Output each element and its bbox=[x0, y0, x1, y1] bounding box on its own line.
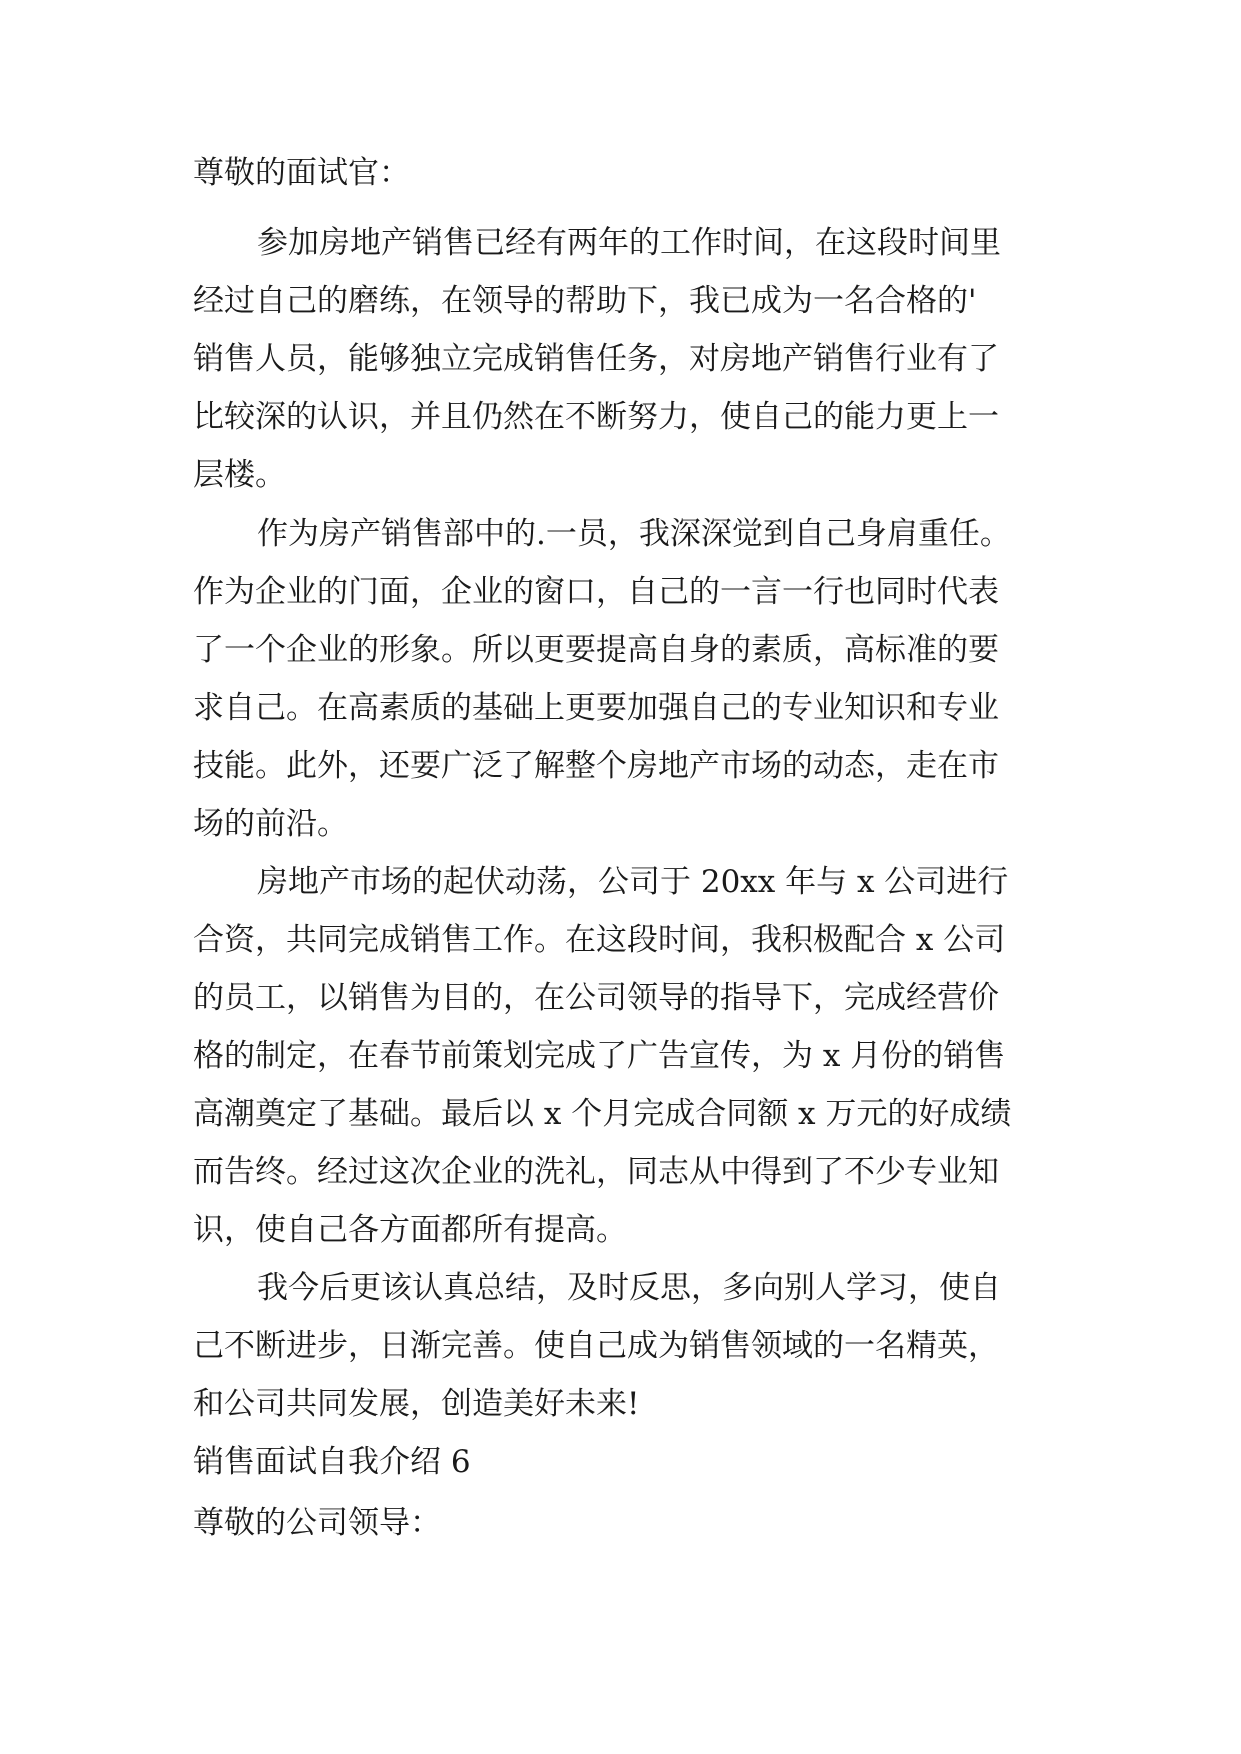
paragraph-4-line-2: 己不断进步，日渐完善。使自己成为销售领域的一名精英， bbox=[193, 1328, 999, 1364]
paragraph-1-line-4: 比较深的认识，并且仍然在不断努力，使自己的能力更上一 bbox=[193, 399, 999, 435]
paragraph-3-line-1: 房地产市场的起伏动荡，公司于 20xx 年与 x 公司进行 bbox=[257, 864, 1009, 900]
paragraph-4-line-1: 我今后更该认真总结，及时反思，多向别人学习，使自 bbox=[257, 1270, 1001, 1306]
paragraph-1-line-2: 经过自己的磨练，在领导的帮助下，我已成为一名合格的' bbox=[193, 283, 977, 319]
paragraph-2-line-2: 作为企业的门面，企业的窗口，自己的一言一行也同时代表 bbox=[193, 574, 999, 610]
paragraph-3-line-3: 的员工，以销售为目的，在公司领导的指导下，完成经营价 bbox=[193, 980, 999, 1016]
paragraph-3-line-7: 识，使自己各方面都所有提高。 bbox=[193, 1212, 627, 1248]
salutation-line: 尊敬的面试官： bbox=[193, 155, 410, 191]
paragraph-3-line-6: 而告终。经过这次企业的洗礼，同志从中得到了不少专业知 bbox=[193, 1154, 999, 1190]
paragraph-2-line-6: 场的前沿。 bbox=[193, 806, 348, 842]
paragraph-1-line-3: 销售人员，能够独立完成销售任务，对房地产销售行业有了 bbox=[193, 341, 999, 377]
paragraph-2-line-5: 技能。此外，还要广泛了解整个房地产市场的动态，走在市 bbox=[193, 748, 999, 784]
paragraph-1-line-1: 参加房地产销售已经有两年的工作时间，在这段时间里 bbox=[257, 225, 1001, 261]
paragraph-3-line-2: 合资，共同完成销售工作。在这段时间，我积极配合 x 公司 bbox=[193, 922, 1006, 958]
second-salutation-line: 尊敬的公司领导： bbox=[193, 1505, 441, 1541]
paragraph-1-line-5: 层楼。 bbox=[193, 457, 286, 493]
paragraph-3-line-4: 格的制定，在春节前策划完成了广告宣传，为 x 月份的销售 bbox=[193, 1038, 1006, 1074]
paragraph-2-line-1: 作为房产销售部中的.一员，我深深觉到自己身肩重任。 bbox=[257, 516, 1011, 552]
paragraph-4-line-3: 和公司共同发展，创造美好未来! bbox=[193, 1386, 640, 1422]
paragraph-2-line-3: 了一个企业的形象。所以更要提高自身的素质，高标准的要 bbox=[193, 632, 999, 668]
section-heading: 销售面试自我介绍 6 bbox=[193, 1444, 471, 1480]
paragraph-3-line-5: 高潮奠定了基础。最后以 x 个月完成合同额 x 万元的好成绩 bbox=[193, 1096, 1012, 1132]
paragraph-2-line-4: 求自己。在高素质的基础上更要加强自己的专业知识和专业 bbox=[193, 690, 999, 726]
